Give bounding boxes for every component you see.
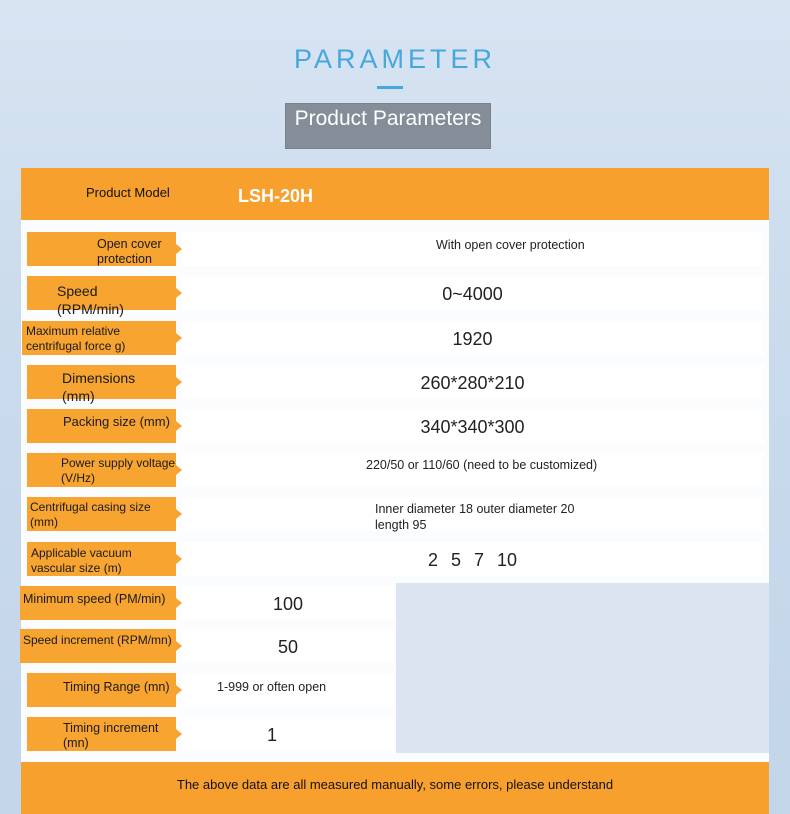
param-value-power-supply: 220/50 or 110/60 (need to be customized) (182, 453, 763, 487)
param-label-speed-increment: Speed increment (RPM/mn) (20, 629, 176, 663)
empty-area (396, 583, 769, 753)
param-value-dimensions: 260*280*210 (182, 365, 763, 399)
page-title: PARAMETER (293, 44, 497, 74)
param-label-timing-increment: Timing increment (mn) (27, 717, 176, 751)
param-label-rcf: Maximum relative centrifugal force g) (22, 321, 176, 355)
param-label-packing-size: Packing size (mm) (27, 409, 176, 443)
param-value-timing-increment: 1 (182, 717, 394, 751)
param-value-speed: 0~4000 (182, 276, 763, 310)
section-subtitle: Product Parameters (286, 104, 490, 148)
param-label-casing-size: Centrifugal casing size (mm) (27, 497, 176, 531)
param-label-open-cover: Open cover protection (27, 232, 176, 266)
product-model-label: Product Model (86, 185, 170, 200)
param-label-power-supply: Power supply voltage (V/Hz) (27, 453, 176, 487)
param-value-open-cover: With open cover protection (182, 232, 763, 266)
param-value-min-speed: 100 (182, 586, 394, 620)
param-label-speed: Speed (RPM/min) (27, 276, 176, 310)
param-value-speed-increment: 50 (182, 629, 394, 663)
param-label-min-speed: Minimum speed (PM/min) (20, 586, 176, 620)
param-value-rcf: 1920 (182, 321, 763, 355)
param-label-dimensions: Dimensions (mm) (27, 365, 176, 399)
footer-band (21, 762, 769, 814)
param-label-vacuum-size: Applicable vacuum vascular size (m) (27, 542, 176, 576)
title-underline (377, 86, 403, 89)
param-value-casing-size: Inner diameter 18 outer diameter 20 length 95 (182, 497, 763, 531)
param-label-timing-range: Timing Range (mn) (27, 673, 176, 707)
param-value-timing-range: 1-999 or often open (182, 673, 394, 707)
param-value-vacuum-size: 2 5 7 10 (182, 542, 763, 576)
product-model-value: LSH-20H (238, 186, 314, 206)
footer-note: The above data are all measured manually, some errors, please understand (176, 777, 614, 792)
param-value-packing-size: 340*340*300 (182, 409, 763, 443)
